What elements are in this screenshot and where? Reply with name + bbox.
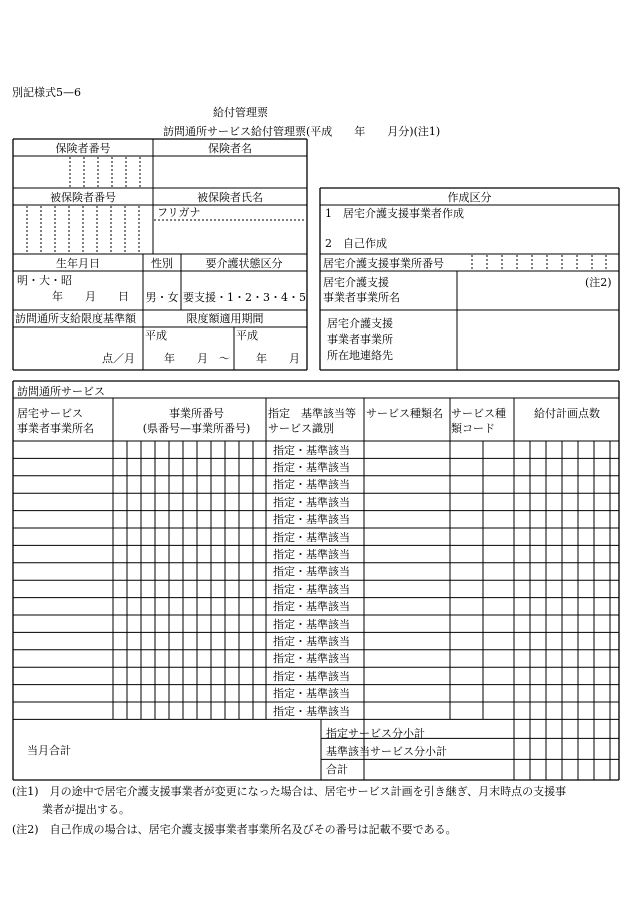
totals-label: 当月合計 xyxy=(27,744,71,757)
total-label: 合計 xyxy=(326,763,348,776)
creation-option-2[interactable]: 2 自己作成 xyxy=(325,237,387,250)
note1-line2: 業者が提出する。 xyxy=(42,803,130,816)
service-row-designation[interactable]: 指定・基準該当 xyxy=(273,669,350,683)
limit-standard-label: 訪問通所支給限度基準額 xyxy=(15,312,136,325)
note2-mark: (注2) xyxy=(585,276,612,289)
birth-date[interactable]: 年 月 日 xyxy=(52,290,129,303)
limit-period-label: 限度額適用期間 xyxy=(186,312,264,325)
form-title: 給付管理票 xyxy=(213,106,268,119)
provider-address-label-3: 所在地連絡先 xyxy=(327,349,393,362)
limit-ym-from[interactable]: 年 月 xyxy=(164,352,208,365)
provider-name-label-2: 事業者事業所名 xyxy=(323,291,400,304)
service-row-designation[interactable]: 指定・基準該当 xyxy=(273,565,350,579)
col-provider-label-1: 居宅サービス xyxy=(17,407,83,420)
col-service-code-label-2: 類コード xyxy=(451,422,495,435)
col-service-name-label: サービス種類名 xyxy=(366,407,443,420)
provider-name-label-1: 居宅介護支援 xyxy=(323,276,389,289)
insured-name-field[interactable] xyxy=(154,221,306,253)
service-row-designation[interactable]: 指定・基準該当 xyxy=(273,530,350,544)
service-row-designation[interactable]: 指定・基準該当 xyxy=(273,600,350,614)
col-designation-label-1: 指定 基準該当等 xyxy=(268,407,356,420)
col-office-label-2: (県番号—事業所番号) xyxy=(142,422,251,435)
limit-standard-unit: 点／月 xyxy=(102,352,135,365)
service-row-designation[interactable]: 指定・基準該当 xyxy=(273,547,350,561)
form-subtitle: 訪問通所サービス給付管理票(平成 年 月分)(注1) xyxy=(163,125,441,138)
creation-label: 作成区分 xyxy=(447,191,492,204)
provider-address-label-1: 居宅介護支援 xyxy=(327,317,393,330)
service-row-designation[interactable]: 指定・基準該当 xyxy=(273,634,350,648)
furigana-label: フリガナ xyxy=(157,206,201,219)
col-provider-label-2: 事業者事業所名 xyxy=(17,422,94,435)
service-row-designation[interactable]: 指定・基準該当 xyxy=(273,652,350,666)
provider-address-field[interactable] xyxy=(458,311,619,367)
designated-subtotal-label: 指定サービス分小計 xyxy=(326,727,425,740)
service-row-designation[interactable]: 指定・基準該当 xyxy=(273,617,350,631)
provider-address-label-2: 事業者事業所 xyxy=(327,333,393,346)
service-row-designation[interactable]: 指定・基準該当 xyxy=(273,582,350,596)
insurer-number-field[interactable] xyxy=(70,156,153,187)
insurer-number-label: 保険者番号 xyxy=(55,142,111,155)
service-row-designation[interactable]: 指定・基準該当 xyxy=(273,687,350,701)
creation-option-1[interactable]: 1 居宅介護支援事業者作成 xyxy=(325,207,464,220)
birth-label: 生年月日 xyxy=(56,257,100,270)
service-row-designation[interactable]: 指定・基準該当 xyxy=(273,443,350,457)
col-points-label: 給付計画点数 xyxy=(534,407,600,420)
col-office-label-1: 事業所番号 xyxy=(169,407,224,420)
services-section-label: 訪問通所サービス xyxy=(17,385,105,398)
sex-label: 性別 xyxy=(151,257,173,270)
care-level-label: 要介護状態区分 xyxy=(205,257,283,270)
insured-name-label: 被保険者氏名 xyxy=(197,191,263,204)
col-service-code-label-1: サービス種 xyxy=(451,407,506,420)
limit-ym-to[interactable]: 年 月 xyxy=(256,352,300,365)
birth-era[interactable]: 明・大・昭 xyxy=(17,274,72,287)
service-row-designation[interactable]: 指定・基準該当 xyxy=(273,478,350,492)
limit-era-from: 平成 xyxy=(145,329,167,342)
sex-value[interactable]: 男・女 xyxy=(145,291,179,304)
care-level-value[interactable]: 要支援・1・2・3・4・5 xyxy=(183,291,306,304)
note2-line: (注2) 自己作成の場合は、居宅介護支援事業者事業所名及びその番号は記載不要である。 xyxy=(12,823,457,836)
limit-tilde: 〜 xyxy=(219,352,230,365)
note1-line1: (注1) 月の途中で居宅介護支援事業者が変更になった場合は、居宅サービス計画を引き継ぎ、月末時点の支援事 xyxy=(12,785,567,798)
insurer-name-field[interactable] xyxy=(154,156,306,187)
service-row-designation[interactable]: 指定・基準該当 xyxy=(273,704,350,718)
insured-number-label: 被保険者番号 xyxy=(50,191,116,204)
provider-number-label: 居宅介護支援事業所番号 xyxy=(323,257,444,270)
insured-number-field[interactable] xyxy=(14,205,153,253)
service-row-designation[interactable]: 指定・基準該当 xyxy=(273,495,350,509)
form-number: 別記様式5—6 xyxy=(12,86,81,99)
standard-subtotal-label: 基準該当サービス分小計 xyxy=(326,745,447,758)
provider-name-field[interactable] xyxy=(458,272,619,310)
insurer-name-label: 保険者名 xyxy=(208,142,252,155)
col-designation-label-2: サービス識別 xyxy=(268,422,334,435)
service-row-designation[interactable]: 指定・基準該当 xyxy=(273,460,350,474)
limit-era-to: 平成 xyxy=(236,329,258,342)
service-row-designation[interactable]: 指定・基準該当 xyxy=(273,513,350,527)
